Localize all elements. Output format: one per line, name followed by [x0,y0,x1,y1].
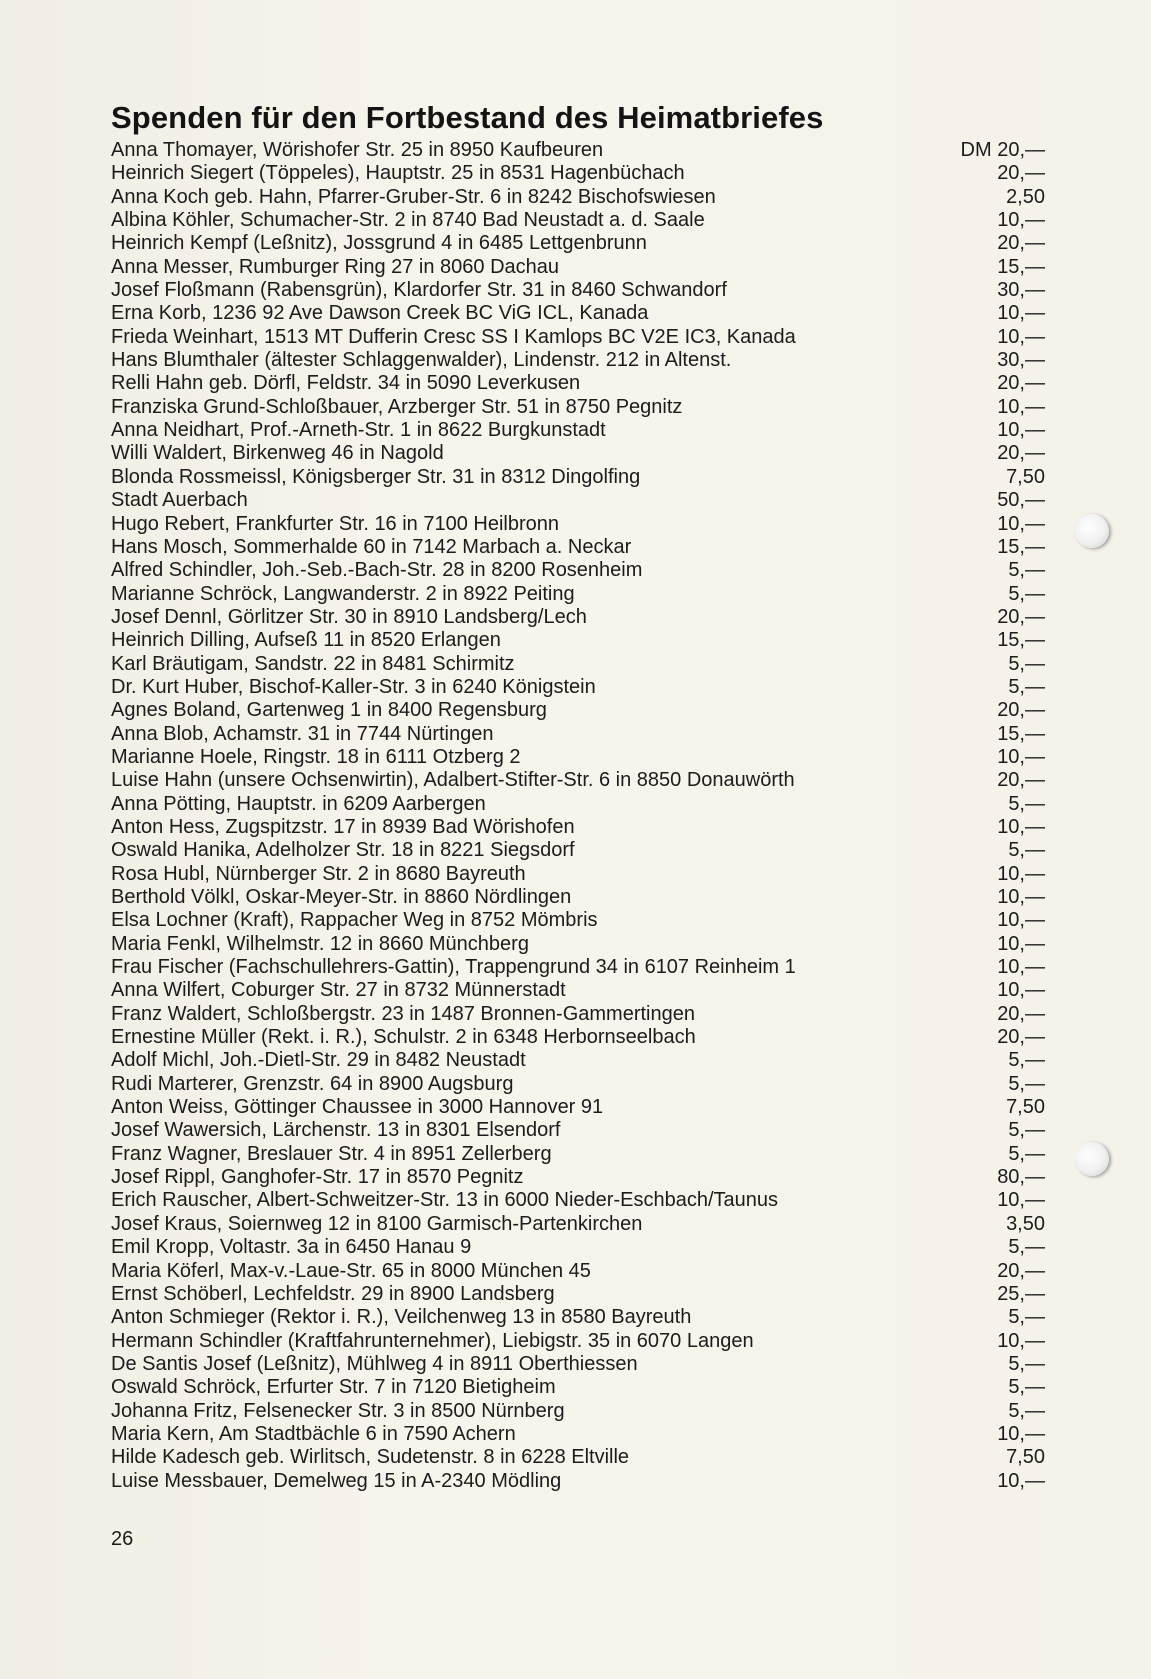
donation-row [111,1260,1045,1283]
donation-row [111,653,1045,676]
donor-name: Anton Hess, Zugspitzstr. 17 in 8939 Bad Wörishofen [111,815,575,838]
donor-name: Anna Koch geb. Hahn, Pfarrer-Gruber-Str. 6 in 8242 Bischofswiesen [111,185,716,208]
donation-amount: 50,— [997,489,1045,512]
donation-section [111,100,1045,1493]
donation-amount: 5,— [1008,1376,1045,1399]
donation-row [111,1376,1045,1399]
donor-name: Maria Fenkl, Wilhelmstr. 12 in 8660 Münchberg [111,932,529,955]
donation-amount: 10,— [997,1469,1045,1492]
punch-hole [1075,1142,1109,1176]
donor-name: Blonda Rossmeissl, Königsberger Str. 31 in 8312 Dingolfing [111,465,641,488]
donor-name: Willi Waldert, Birkenweg 46 in Nagold [111,442,444,465]
donation-amount: 5,— [1008,652,1045,675]
donation-amount: 5,— [1008,1352,1045,1375]
donor-name: Ernst Schöberl, Lechfeldstr. 29 in 8900 Landsberg [111,1282,555,1305]
donor-name: Anton Weiss, Göttinger Chaussee in 3000 Hannover 91 [111,1096,604,1119]
donation-row [111,209,1045,232]
punch-hole [1075,514,1109,548]
donation-row [111,1400,1045,1423]
donation-list [111,139,1045,1493]
donation-amount: 15,— [997,629,1045,652]
donation-row [111,162,1045,185]
donation-amount: DM 20,— [960,139,1045,161]
donor-name: Stadt Auerbach [111,489,248,512]
donation-amount: 5,— [1008,1306,1045,1329]
donor-name: Josef Rippl, Ganghofer-Str. 17 in 8570 Pegnitz [111,1166,524,1189]
donation-row [111,396,1045,419]
donor-name: Josef Kraus, Soiernweg 12 in 8100 Garmisch-Partenkirchen [111,1212,643,1235]
donation-amount: 5,— [1008,839,1045,862]
donor-name: Agnes Boland, Gartenweg 1 in 8400 Regensburg [111,699,547,722]
donation-amount: 5,— [1008,792,1045,815]
donation-amount: 7,50 [1006,465,1045,488]
donation-amount: 15,— [997,722,1045,745]
donor-name: De Santis Josef (Leßnitz), Mühlweg 4 in 8911 Oberthiessen [111,1352,638,1375]
donation-amount: 10,— [997,815,1045,838]
donation-row [111,1306,1045,1329]
donation-amount: 5,— [1008,1142,1045,1165]
donation-row [111,1073,1045,1096]
donor-name: Franz Wagner, Breslauer Str. 4 in 8951 Zellerberg [111,1142,552,1165]
donor-name: Marianne Hoele, Ringstr. 18 in 6111 Otzberg 2 [111,745,521,768]
donor-name: Karl Bräutigam, Sandstr. 22 in 8481 Schirmitz [111,652,515,675]
donation-row [111,513,1045,536]
donation-amount: 5,— [1008,1049,1045,1072]
donation-amount: 10,— [997,209,1045,232]
donation-row [111,1189,1045,1212]
donation-row [111,1143,1045,1166]
donation-row [111,909,1045,932]
donor-name: Oswald Schröck, Erfurter Str. 7 in 7120 Bietigheim [111,1376,556,1399]
donation-amount: 10,— [997,395,1045,418]
donation-amount: 20,— [997,1026,1045,1049]
donor-name: Marianne Schröck, Langwanderstr. 2 in 8922 Peiting [111,582,575,605]
donor-name: Relli Hahn geb. Dörfl, Feldstr. 34 in 5090 Leverkusen [111,372,581,395]
donor-name: Hans Mosch, Sommerhalde 60 in 7142 Marbach a. Neckar [111,535,632,558]
donation-row [111,886,1045,909]
donor-name: Erich Rauscher, Albert-Schweitzer-Str. 13 in 6000 Nieder-Eschbach/Taunus [111,1189,779,1212]
donation-row [111,1096,1045,1119]
donation-row [111,1446,1045,1469]
donor-name: Hans Blumthaler (ältester Schlaggenwalder), Lindenstr. 212 in Altenst. [111,349,732,372]
donation-row [111,1026,1045,1049]
donation-row [111,793,1045,816]
donation-row [111,979,1045,1002]
donor-name: Hugo Rebert, Frankfurter Str. 16 in 7100 Heilbronn [111,512,560,535]
donation-row [111,676,1045,699]
donation-row [111,699,1045,722]
donor-name: Hermann Schindler (Kraftfahrunternehmer), Liebigstr. 35 in 6070 Langen [111,1329,754,1352]
donor-name: Berthold Völkl, Oskar-Meyer-Str. in 8860 Nördlingen [111,886,572,908]
donation-amount: 10,— [997,1189,1045,1212]
donation-amount: 10,— [997,979,1045,1002]
donation-row [111,1166,1045,1189]
donation-row [111,1213,1045,1236]
donation-amount: 20,— [997,1002,1045,1025]
donation-row [111,723,1045,746]
donor-name: Heinrich Dilling, Aufseß 11 in 8520 Erlangen [111,629,501,652]
donation-amount: 10,— [997,302,1045,325]
donor-name: Rosa Hubl, Nürnberger Str. 2 in 8680 Bayreuth [111,862,526,885]
donor-name: Anna Pötting, Hauptstr. in 6209 Aarbergen [111,792,486,815]
donor-name: Anna Thomayer, Wörishofer Str. 25 in 8950 Kaufbeuren [111,139,604,161]
donation-amount: 20,— [997,372,1045,395]
donation-row [111,956,1045,979]
donation-amount: 10,— [997,1329,1045,1352]
donation-row [111,139,1045,162]
donor-name: Alfred Schindler, Joh.-Seb.-Bach-Str. 28 in 8200 Rosenheim [111,559,643,582]
donation-row [111,256,1045,279]
page-number: 26 [111,1528,134,1550]
donation-row [111,1283,1045,1306]
donor-name: Josef Floßmann (Rabensgrün), Klardorfer Str. 31 in 8460 Schwandorf [111,279,727,302]
donation-amount: 10,— [997,886,1045,908]
donation-amount: 5,— [1008,582,1045,605]
donation-amount: 5,— [1008,1236,1045,1259]
donation-row [111,536,1045,559]
donor-name: Luise Hahn (unsere Ochsenwirtin), Adalbert-Stifter-Str. 6 in 8850 Donauwörth [111,769,795,792]
donor-name: Heinrich Kempf (Leßnitz), Jossgrund 4 in 6485 Lettgenbrunn [111,232,647,255]
donation-amount: 5,— [1008,1119,1045,1142]
donor-name: Dr. Kurt Huber, Bischof-Kaller-Str. 3 in 6240 Königstein [111,675,596,698]
donor-name: Elsa Lochner (Kraft), Rappacher Weg in 8752 Mömbris [111,909,598,932]
donation-amount: 20,— [997,769,1045,792]
donor-name: Franz Waldert, Schloßbergstr. 23 in 1487 Bronnen-Gammertingen [111,1002,695,1025]
donation-amount: 5,— [1008,559,1045,582]
donation-amount: 30,— [997,279,1045,302]
donation-row [111,1470,1045,1493]
donor-name: Johanna Fritz, Felsenecker Str. 3 in 8500 Nürnberg [111,1399,565,1422]
donation-row [111,1330,1045,1353]
donor-name: Maria Kern, Am Stadtbächle 6 in 7590 Achern [111,1422,516,1445]
donation-row [111,559,1045,582]
donation-row [111,186,1045,209]
donation-amount: 25,— [997,1282,1045,1305]
donation-amount: 10,— [997,862,1045,885]
donor-name: Heinrich Siegert (Töppeles), Hauptstr. 25 in 8531 Hagenbüchach [111,162,685,185]
donor-name: Franziska Grund-Schloßbauer, Arzberger Str. 51 in 8750 Pegnitz [111,395,683,418]
donation-row [111,629,1045,652]
donor-name: Frau Fischer (Fachschullehrers-Gattin), Trappengrund 34 in 6107 Reinheim 1 [111,956,796,979]
donation-amount: 20,— [997,162,1045,185]
donation-row [111,583,1045,606]
donation-amount: 10,— [997,909,1045,932]
donation-amount: 15,— [997,535,1045,558]
donation-row [111,489,1045,512]
donation-row [111,1049,1045,1072]
donor-name: Anna Blob, Achamstr. 31 in 7744 Nürtingen [111,722,494,745]
donation-amount: 20,— [997,605,1045,628]
donation-amount: 10,— [997,1422,1045,1445]
donation-amount: 10,— [997,745,1045,768]
donation-amount: 20,— [997,1259,1045,1282]
donation-row [111,232,1045,255]
donation-amount: 7,50 [1006,1096,1045,1119]
donation-row [111,372,1045,395]
donor-name: Oswald Hanika, Adelholzer Str. 18 in 8221 Siegsdorf [111,839,575,862]
donation-row [111,933,1045,956]
donation-row [111,419,1045,442]
donation-row [111,1236,1045,1259]
donation-amount: 10,— [997,932,1045,955]
donation-amount: 2,50 [1006,185,1045,208]
donor-name: Albina Köhler, Schumacher-Str. 2 in 8740 Bad Neustadt a. d. Saale [111,209,705,232]
donation-row [111,326,1045,349]
donation-amount: 7,50 [1006,1446,1045,1469]
donation-amount: 5,— [1008,1399,1045,1422]
donation-amount: 20,— [997,442,1045,465]
donor-name: Adolf Michl, Joh.-Dietl-Str. 29 in 8482 Neustadt [111,1049,526,1072]
donation-amount: 10,— [997,419,1045,442]
donor-name: Rudi Marterer, Grenzstr. 64 in 8900 Augsburg [111,1072,514,1095]
donation-row [111,1003,1045,1026]
donation-row [111,863,1045,886]
donation-amount: 10,— [997,325,1045,348]
donation-row [111,279,1045,302]
donor-name: Ernestine Müller (Rekt. i. R.), Schulstr. 2 in 6348 Herbornseelbach [111,1026,696,1049]
donor-name: Emil Kropp, Voltastr. 3a in 6450 Hanau 9 [111,1236,472,1259]
donation-amount: 15,— [997,255,1045,278]
donor-name: Erna Korb, 1236 92 Ave Dawson Creek BC ViG ICL, Kanada [111,302,649,325]
donor-name: Anna Messer, Rumburger Ring 27 in 8060 Dachau [111,255,560,278]
section-title: Spenden für den Fortbestand des Heimatbriefes [111,100,824,135]
donation-row [111,1119,1045,1142]
donation-amount: 5,— [1008,675,1045,698]
donation-amount: 5,— [1008,1072,1045,1095]
donation-amount: 10,— [997,956,1045,979]
donation-amount: 20,— [997,232,1045,255]
donation-row [111,466,1045,489]
donor-name: Anton Schmieger (Rektor i. R.), Veilchenweg 13 in 8580 Bayreuth [111,1306,692,1329]
donor-name: Josef Wawersich, Lärchenstr. 13 in 8301 Elsendorf [111,1119,561,1142]
donor-name: Maria Köferl, Max-v.-Laue-Str. 65 in 8000 München 45 [111,1259,591,1282]
donation-row [111,839,1045,862]
donation-row [111,746,1045,769]
donor-name: Hilde Kadesch geb. Wirlitsch, Sudetenstr. 8 in 6228 Eltville [111,1446,630,1469]
donor-name: Frieda Weinhart, 1513 MT Dufferin Cresc SS I Kamlops BC V2E IC3, Kanada [111,325,796,348]
donation-amount: 3,50 [1006,1212,1045,1235]
donation-row [111,302,1045,325]
donation-row [111,349,1045,372]
donation-row [111,442,1045,465]
donor-name: Luise Messbauer, Demelweg 15 in A-2340 Mödling [111,1469,562,1492]
donor-name: Anna Wilfert, Coburger Str. 27 in 8732 Münnerstadt [111,979,566,1002]
donation-amount: 30,— [997,349,1045,372]
donation-row [111,606,1045,629]
donation-amount: 20,— [997,699,1045,722]
donation-amount: 10,— [997,512,1045,535]
donation-amount: 80,— [997,1166,1045,1189]
donation-row [111,769,1045,792]
donation-row [111,1423,1045,1446]
donation-row [111,1353,1045,1376]
donation-row [111,816,1045,839]
donor-name: Anna Neidhart, Prof.-Arneth-Str. 1 in 8622 Burgkunstadt [111,419,606,442]
donor-name: Josef Dennl, Görlitzer Str. 30 in 8910 Landsberg/Lech [111,605,587,628]
